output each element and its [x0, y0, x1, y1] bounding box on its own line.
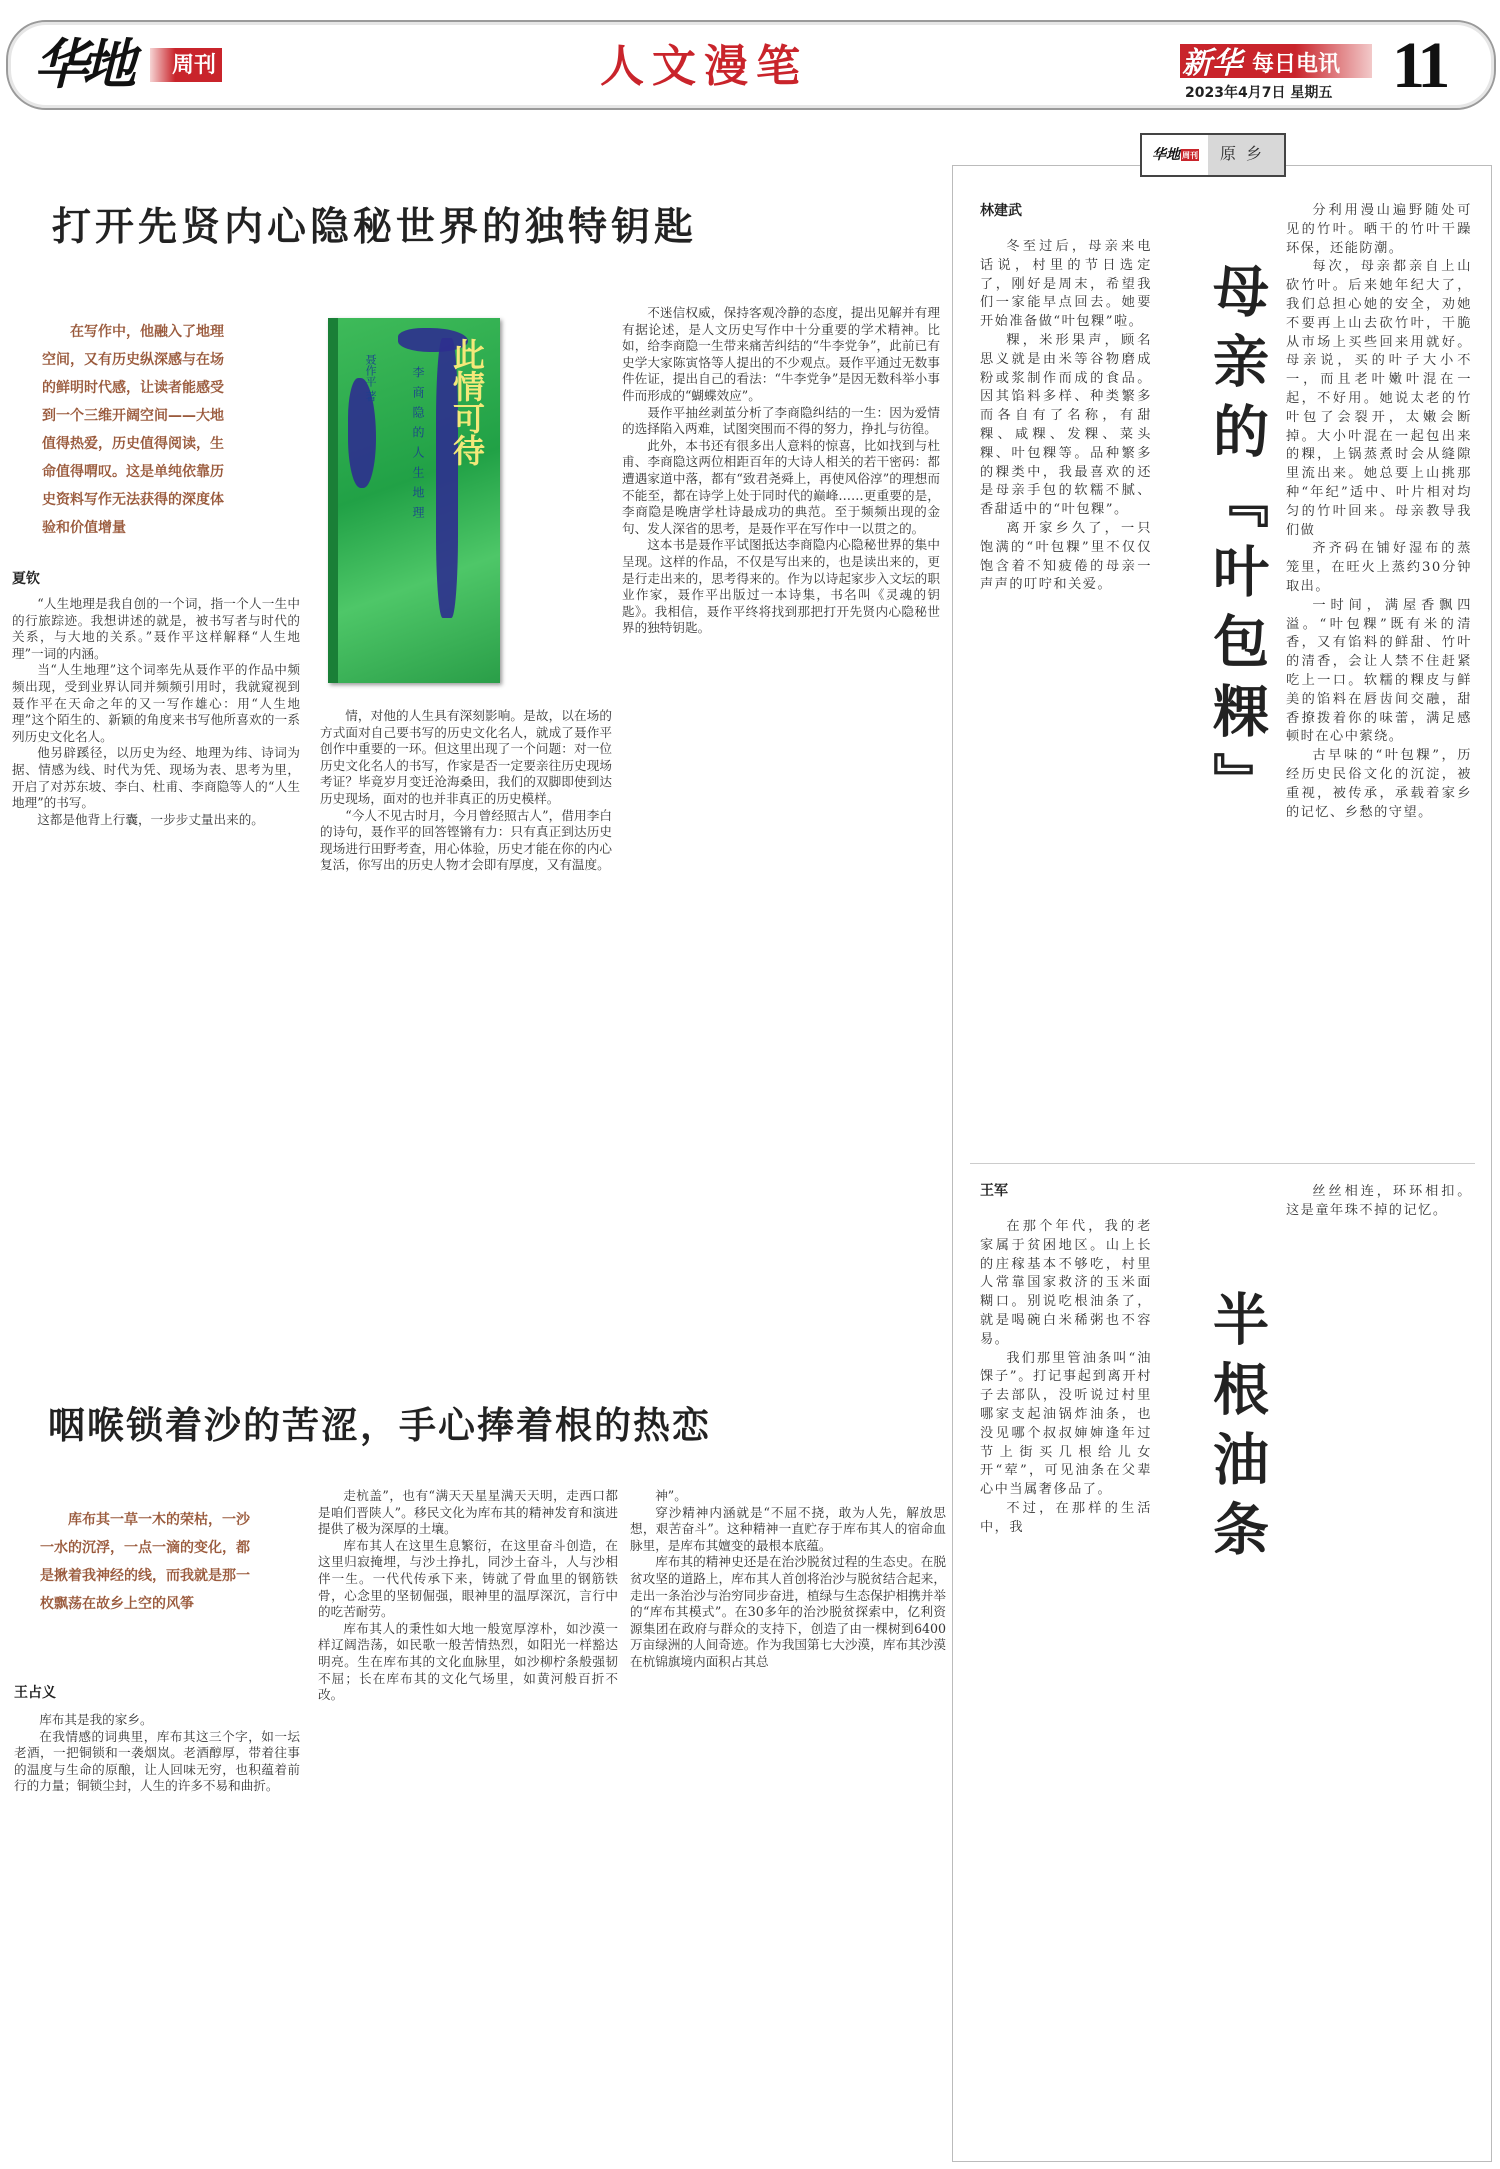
paper-logo: 新华	[1182, 46, 1242, 81]
article3-author: 林建武	[980, 203, 1022, 219]
section-title: 人文漫笔	[600, 41, 808, 92]
paragraph: 穿沙精神内涵就是“不屈不挠，敢为人先，解放思想，艰苦奋斗”。这种精神一直贮存于库布其人的宿命血脉里，是库布其嬗变的最根本底蕴。	[630, 1504, 946, 1553]
book-subtitle: 李商隐的人生地理	[411, 366, 425, 526]
paper-name: 每日电讯	[1252, 52, 1341, 77]
book-cover-image	[328, 318, 500, 683]
paragraph: 库布其人在这里生息繁衍，在这里奋斗创造，在这里归寂掩埋，与沙土挣扎，同沙土奋斗，人与沙相伴一生。一代代传承下来，铸就了骨血里的钢筋铁骨，心念里的坚韧倔强，眼神里的温厚深沉，言行中的吃苦耐劳。	[318, 1537, 618, 1620]
pull-quote-text: 库布其一草一木的荣枯，一沙一水的沉浮，一点一滴的变化，都是揪着我神经的线，而我就是那一枚飘荡在故乡上空的风筝	[40, 1512, 250, 1612]
column-tab-logo	[1142, 135, 1208, 175]
paragraph: “人生地理是我自创的一个词，指一个人一生中的行旅踪迹。我想讲述的就是，被书写者与时代的关系，与大地的关系。”聂作平这样解释“人生地理”一词的内涵。	[12, 596, 300, 661]
paragraph: 一时间，满屋香飘四溢。“叶包粿”既有米的清香，又有馅料的鲜甜、竹叶的清香，会让人禁不住赶紧吃上一口。软糯的粿皮与鲜美的馅料在唇齿间交融，甜香撩拨着你的味蕾，满足感顿时在心中萦绕。	[1286, 597, 1472, 745]
article4-author: 王军	[980, 1183, 1008, 1199]
paragraph: 走杭盖”，也有“满天天星星满天天明，走西口都是咱们晋陕人”。移民文化为库布其的精神发育和演进提供了极为深厚的土壤。	[318, 1488, 618, 1537]
article4-column-2	[1286, 1183, 1472, 2153]
column-tab-logo-text: 华地	[1152, 147, 1180, 163]
weekly-label: 周刊	[150, 48, 222, 82]
paragraph: 不迷信权威，保持客观冷静的态度，提出见解并有理有据论述，是人文历史写作中十分重要的学术精神。比如，给李商隐一生带来痛苦纠结的“牛李党争”，此前已有史学大家陈寅恪等人提出的不少观点。聂作平通过无数事件佐证，提出自己的看法：“牛李党争”是因无数科举小事件而形成的“蝴蝶效应”。	[622, 305, 940, 403]
article2-column-3	[630, 1488, 946, 2160]
paragraph: 库布其是我的家乡。	[39, 1712, 153, 1727]
pull-quote-text: 在写作中，他融入了地理空间，又有历史纵深感与在场的鲜明时代感，让读者能感受到一个三维开阔空间——大地值得热爱，历史值得阅读，生命值得喟叹。这是单纯依靠历史资料写作无法获得的深度体验和价值增量	[42, 324, 224, 536]
paragraph: 库布其人的秉性如大地一般宽厚淳朴，如沙漠一样辽阔浩荡，如民歌一般苦情热烈，如阳光一样豁达明亮。生在库布其的文化血脉里，如沙柳柠条般强韧不屈；长在库布其的文化气场里，如黄河般百折不改。	[318, 1620, 618, 1703]
article3-column-2	[1286, 202, 1472, 1153]
paragraph: 在那个年代，我的老家属于贫困地区。山上长的庄稼基本不够吃，村里人常靠国家救济的玉米面糊口。别说吃根油条了，就是喝碗白米稀粥也不容易。	[980, 1219, 1152, 1347]
article2-column-1	[14, 1712, 300, 2160]
article1-author: 夏钦	[12, 571, 40, 587]
paragraph: 齐齐码在铺好湿布的蒸笼里，在旺火上蒸约30分钟取出。	[1286, 541, 1472, 594]
paragraph: 古早味的“叶包粿”，历经历史民俗文化的沉淀，被重视，被传承，承载着家乡的记忆、乡愁的守望。	[1286, 748, 1472, 820]
paragraph: 情，对他的人生具有深刻影响。是故，以在场的方式面对自己要书写的历史文化名人，就成了聂作平创作中重要的一环。但这里出现了一个问题：对一位历史文化名人的书写，作家是否一定要亲往历史现场考证？毕竟岁月变迁沧海桑田，我们的双脚即使到达历史现场，面对的也并非真正的历史模样。	[320, 708, 612, 806]
paragraph: 我们那里管油条叫“油馃子”。打记事起到离开村子去部队，没听说过村里哪家支起油锅炸油条，也没见哪个叔叔婶婶逢年过节上街买几根给儿女开“荤”，可见油条在父辈心中当属奢侈品了。	[980, 1350, 1152, 1498]
paragraph: 分利用漫山遍野随处可见的竹叶。晒干的竹叶干躁环保，还能防潮。	[1286, 203, 1472, 256]
paragraph: 这本书是聂作平试图抵达李商隐内心隐秘世界的集中呈现。这样的作品，不仅是写出来的，也是读出来的，更是行走出来的，思考得来的。作为以诗起家步入文坛的职业作家，聂作平出版过一本诗集，书名叫《灵魂的钥匙》。我相信，聂作平终将找到那把打开先贤内心隐秘世界的独特钥匙。	[622, 537, 940, 636]
issue-date: 2023年4月7日 星期五	[1185, 85, 1333, 101]
weekly-logo: 华地	[34, 32, 130, 96]
article1-pull-quote	[42, 318, 228, 542]
paragraph: 此外，本书还有很多出人意料的惊喜，比如找到与杜甫、李商隐这两位相距百年的大诗人相关的若干密码：都遭遇家道中落，都有“致君尧舜上，再使风俗淳”的理想而不能至，都在诗学上处于同时代的巅峰……更重要的是，李商隐是晚唐学杜诗最成功的典范。至于频频出现的金句、发人深省的思考，是聂作平在写作中一以贯之的。	[622, 437, 940, 536]
article-divider	[970, 1163, 1475, 1164]
paragraph: 这都是他背上行囊，一步步丈量出来的。	[37, 811, 264, 827]
article3-headline: 母亲的『叶包粿』	[1204, 262, 1269, 822]
paragraph: 库布其的精神史还是在治沙脱贫过程的生态史。在脱贫攻坚的道路上，库布其人首创将治沙与脱贫结合起来，走出一条治沙与治穷同步奋进，植绿与生态保护相携并举的“库布其模式”。在30多年的治沙脱贫探索中，亿利资源集团在政府与群众的支持下，创造了由一棵树到6400万亩绿洲的人间奇迹。作为我国第七大沙漠，库布其沙漠在杭锦旗境内面积占其总	[630, 1554, 946, 1669]
page-number: 11	[1392, 29, 1447, 102]
paragraph: 神”。	[655, 1488, 687, 1503]
article4-headline: 半根油条	[1204, 1290, 1269, 1570]
article3-column-1	[980, 238, 1152, 1153]
article2-pull-quote	[40, 1506, 255, 1618]
article2-author: 王占义	[14, 1685, 56, 1701]
article1-column-3	[622, 305, 940, 1175]
column-tab-label: 原乡	[1208, 135, 1284, 175]
article1-headline: 打开先贤内心隐秘世界的独特钥匙	[52, 204, 698, 250]
paragraph: “今人不见古时月，今月曾经照古人”，借用李白的诗句，聂作平的回答铿锵有力：只有真正到达历史现场进行田野考查，用心体验，历史才能在你的内心复活，你写出的历史人物才会即有厚度，又有温度。	[320, 807, 612, 873]
paragraph: 在我情感的词典里，库布其这三个字，如一坛老酒，一把铜锁和一袭烟岚。老酒醇厚，带着往事的温度与生命的原酿，让人回味无穷，也积蕴着前行的力量；铜锁尘封，人生的许多不易和曲折。	[14, 1728, 300, 1794]
article1-column-2	[320, 708, 612, 1176]
book-spine	[328, 318, 338, 683]
article2-headline: 咽喉锁着沙的苦涩，手心捧着根的热恋	[48, 1403, 711, 1447]
book-title: 此情可待	[448, 338, 486, 466]
paragraph: 粿，米形果声，顾名思义就是由米等谷物磨成粉或浆制作而成的食品。因其馅料多样、种类繁多而各自有了名称，有甜粿、咸粿、发粿、菜头粿、叶包粿等。品种繁多的粿类中，我最喜欢的还是母亲手包的软糯不腻、香甜适中的“叶包粿”。	[980, 332, 1152, 518]
paragraph: 当“人生地理”这个词率先从聂作平的作品中频频出现，受到业界认同并频频引用时，我就窥视到聂作平在天命之年的又一写作雄心：用“人生地理”这个陌生的、新颖的角度来书写他所喜欢的一系列历史文化名人。	[12, 662, 300, 744]
column-tab-logo-badge: 周刊	[1182, 150, 1198, 160]
book-author: 聂作平 著	[364, 354, 377, 402]
column-tab	[1140, 133, 1286, 177]
paragraph: 他另辟蹊径，以历史为经、地理为纬、诗词为据、情感为线、时代为凭、现场为表、思考为里，开启了对苏东坡、李白、杜甫、李商隐等人的“人生地理”的书写。	[12, 745, 300, 811]
article4-column-1	[980, 1218, 1152, 2153]
article1-column-1	[12, 596, 300, 1176]
paragraph: 离开家乡久了，一只饱满的“叶包粿”里不仅仅饱含着不知疲倦的母亲一声声的叮咛和关爱。	[980, 520, 1152, 593]
paragraph: 冬至过后，母亲来电话说，村里的节日选定了，刚好是周末，希望我们一家能早点回去。她要开始准备做“叶包粿”啦。	[980, 239, 1152, 330]
paragraph: 聂作平抽丝剥茧分析了李商隐纠结的一生：因为爱情的选择陷入两难，试图突围而不得的努力，挣扎与彷徨。	[622, 404, 940, 437]
paragraph: 不过，在那样的生活中，我	[980, 1500, 1152, 1535]
article2-column-2	[318, 1488, 618, 2160]
paragraph: 丝丝相连，环环相扣。这是童年珠不掉的记忆。	[1286, 1184, 1472, 1218]
paragraph: 每次，母亲都亲自上山砍竹叶。后来她年纪大了，我们总担心她的安全，劝她不要再上山去砍竹叶，干脆从市场上买些回来用就好。母亲说，买的叶子大小不一，而且老叶嫩叶混在一起，不好用。她说太老的竹叶包了会裂开，太嫩会断掉。大小叶混在一起包出来的粿，上锅蒸煮时会从缝隙里流出来。她总要上山挑那种“年纪”适中、叶片相对均匀的竹叶回来。母亲教导我们做	[1286, 259, 1472, 538]
